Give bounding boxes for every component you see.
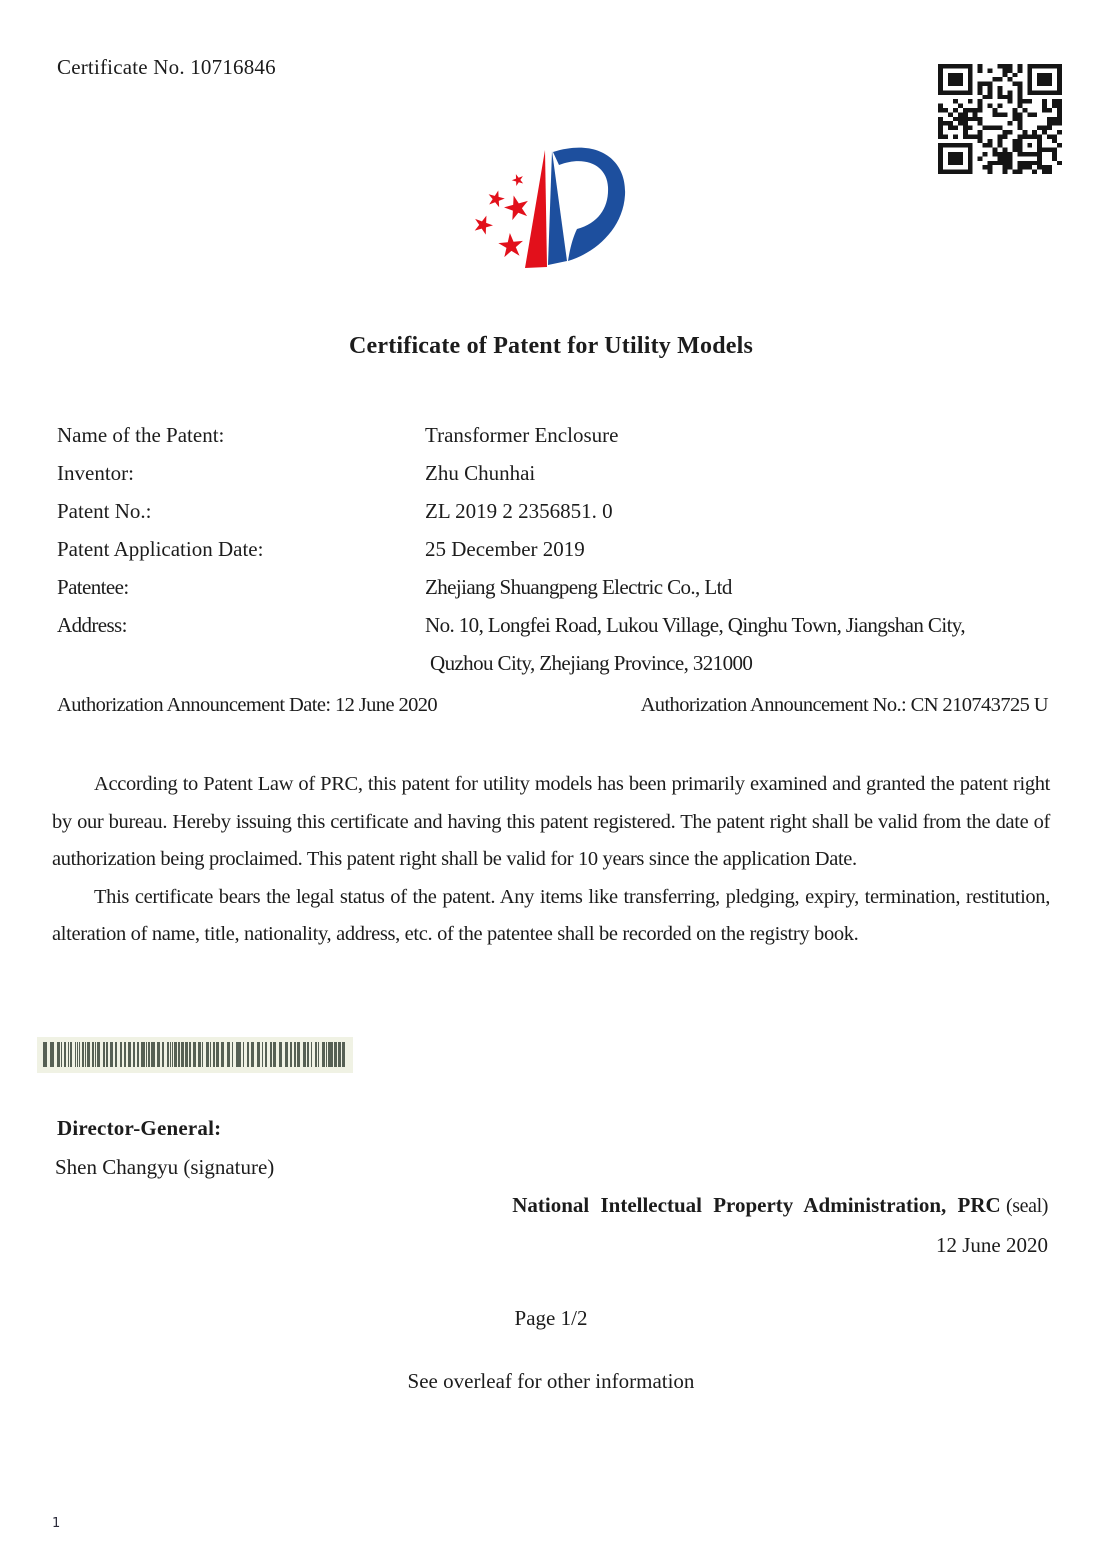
field-row-name [57,423,1057,461]
logo-blue-stem [548,151,567,265]
field-value: Zhejiang Shuangpeng Electric Co., Ltd [425,575,732,599]
logo-red-spike [525,150,547,268]
page-indicator: Page 1/2 [514,1306,588,1330]
issue-date: 12 June 2020 [936,1233,1048,1257]
field-value: ZL 2019 2 2356851. 0 [425,499,613,523]
issuing-authority: National Intellectual Property Administration, PRC [512,1193,1001,1217]
field-label: Address: [57,613,127,637]
field-label: Inventor: [57,461,134,485]
qr-code-icon [938,64,1062,174]
footer-page-number: 1 [52,1516,61,1531]
certificate-number: Certificate No. 10716846 [57,55,276,79]
seal-note: (seal) [1005,1195,1048,1217]
field-value: Zhu Chunhai [425,461,536,485]
barcode-icon [37,1037,353,1073]
field-row-application-date [57,537,1057,575]
legal-paragraph-2: This certificate bears the legal status of the patent. Any items like transferring, pledging, expiry, termination, restitution, alteration of name, title, nationality, address, etc. of the patentee shall be recorded on the registry book. [52,885,1050,946]
document-title: Certificate of Patent for Utility Models [348,333,754,359]
issuing-authority-line [0,1193,1048,1218]
field-row-address-line2 [57,651,1057,689]
field-label: Patent Application Date: [57,537,264,561]
overleaf-note: See overleaf for other information [407,1369,695,1393]
field-label: Patentee: [57,575,129,599]
authorization-row [57,694,1048,717]
field-label: Name of the Patent: [57,423,225,447]
barcode [37,1037,353,1073]
field-row-patent-no [57,499,1057,537]
legal-paragraph-1: According to Patent Law of PRC, this patent for utility models has been primarily examined and granted the patent right by our bureau. Hereby issuing this certificate and having this patent registered. The patent right shall be valid from the date of authorization being proclaimed. This patent right shall be valid for 10 years since the application Date. [52,773,1050,871]
field-value: 25 December 2019 [425,537,585,561]
field-value: Transformer Enclosure [425,423,619,447]
cnipa-logo-icon [437,137,662,280]
authorization-date: Authorization Announcement Date: 12 June 2020 [57,694,438,716]
director-general-label: Director-General: [57,1116,222,1140]
field-row-inventor [57,461,1057,499]
patent-fields [57,423,1057,689]
authorization-number: Authorization Announcement No.: CN 210743725 U [640,694,1048,716]
field-row-address [57,613,1057,651]
field-value: No. 10, Longfei Road, Lukou Village, Qinghu Town, Jiangshan City, [425,613,965,637]
field-row-patentee [57,575,1057,613]
director-general-name: Shen Changyu (signature) [55,1155,275,1179]
field-label: Patent No.: [57,499,152,523]
legal-text [52,766,1050,954]
field-value-continued: Quzhou City, Zhejiang Province, 321000 [430,651,753,675]
